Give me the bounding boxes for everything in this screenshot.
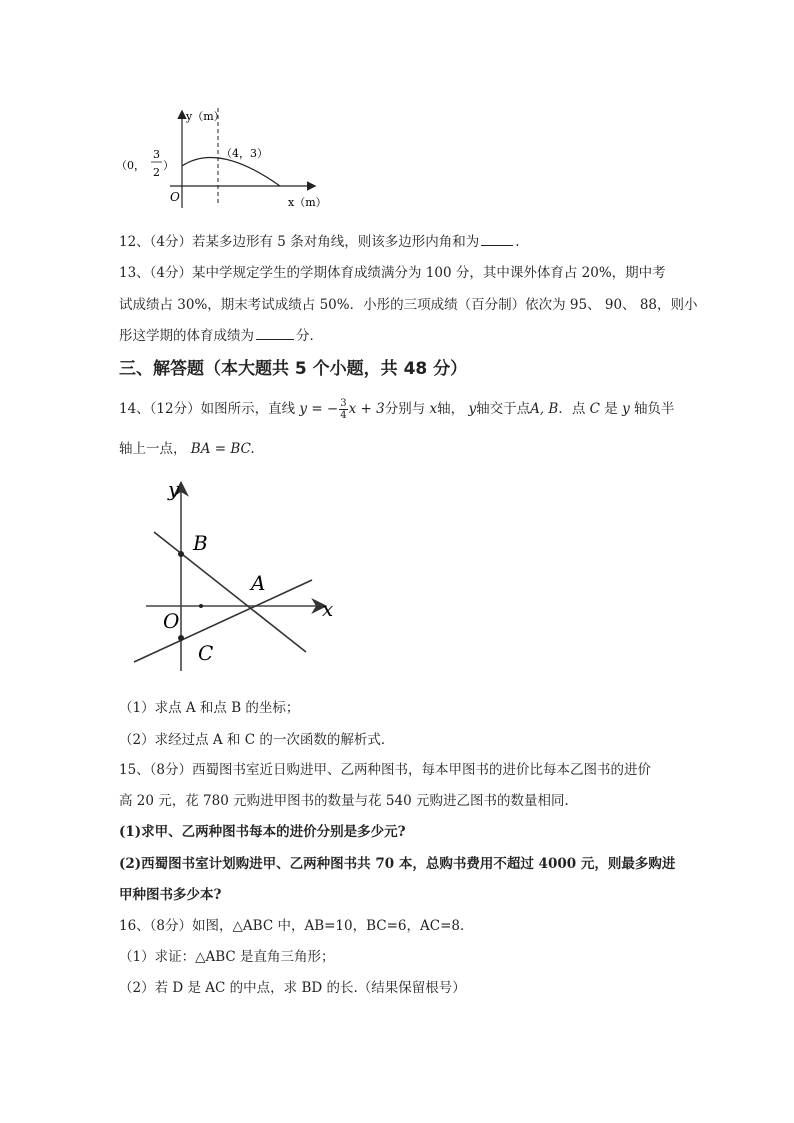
question-15-line-5: 甲种图书多少本? [119,887,222,903]
q14-eq-lhs: y = − [299,401,339,417]
point-b [178,551,184,557]
answer-blank [256,325,294,340]
question-13-line-3-pre: 彤这学期的体育成绩为 [119,328,254,344]
point-left-prefix: （0， [116,159,145,172]
question-15-line-2: 高 20 元，花 780 元购进甲图书的数量与花 540 元购进乙图书的数量相同. [119,793,569,809]
question-12 [119,230,520,250]
figure-lines [126,476,346,676]
question-13-line-1: 13、（4分）某中学规定学生的学期体育成绩满分为 100 分，其中课外体育占 20%，期中考 [119,265,666,281]
q14-points: A, B [530,401,559,417]
question-12-end: . [515,234,520,250]
question-12-text: 12、（4分）若某多边形有 5 条对角线，则该多边形内角和为 [119,234,480,250]
q14-mid3: 轴交于点 [476,401,531,417]
x-axis-label: x [322,597,334,621]
answer-blank [481,231,513,246]
question-14-sub-2: （2）求经过点 A 和 C 的一次函数的解析式． [119,732,395,748]
q14-mid: 分别与 [384,401,426,417]
point-vertex-label: （4，3） [221,147,268,160]
section-3-heading: 三、解答题（本大题共 5 个小题，共 48 分） [119,359,468,379]
q14-eq-rhs: x + 3 [348,401,385,417]
line-ab [154,532,306,652]
origin-label: O [170,190,180,204]
q14-eq-den: 4 [340,410,347,421]
question-13-line-3 [119,324,323,344]
q14-mid5: 是 [604,401,618,417]
q14-eq-fraction [339,398,347,421]
question-16-line-1: 16、（8分）如图，△ABC 中，AB=10，BC=6，AC=8． [119,918,474,934]
point-c [178,635,184,641]
point-b-label: B [193,531,208,555]
q14-line2-math: BA = BC. [190,441,255,457]
question-14-sub-1: （1）求点 A 和点 B 的坐标； [119,700,300,716]
y-axis-label: y [168,477,180,501]
q14-c-point: C [589,401,600,417]
point-c-label: C [198,641,214,665]
q14-y-axis-2: y [622,401,630,417]
question-14-line-1 [119,398,675,421]
question-16-line-3: （2）若 D 是 AC 的中点，求 BD 的长.（结果保留根号） [119,980,466,996]
q14-eq-num: 3 [340,398,347,409]
point-tick [199,604,203,608]
q14-y-axis: y [468,401,477,417]
origin-label: O [163,609,180,633]
y-axis-label: y（m） [186,110,225,123]
q14-line2-text: 轴上一点， [119,441,187,457]
question-15-line-3: (1)求甲、乙两种图书每本的进价分别是多少元? [119,824,406,840]
question-16-line-2: （1）求证：△ABC 是直角三角形； [119,949,335,965]
q14-end: 轴负半 [634,401,675,417]
q14-mid2: 轴， [437,401,465,417]
question-15-line-4: (2)西蜀图书室计划购进甲、乙两种图书共 70 本，总购书费用不超过 4000 元，则最多购进 [119,856,676,872]
q14-mid4: ．点 [558,401,586,417]
point-left-den: 2 [153,166,160,179]
question-14-line-2 [119,437,255,457]
x-axis-label: x（m） [288,196,327,209]
q14-prefix: 14、（12分）如图所示，直线 [119,401,296,417]
point-left-suffix: ） [163,159,174,172]
figure-parabola [110,100,340,215]
point-left-num: 3 [153,148,160,161]
point-a-label: A [251,571,266,595]
question-13-line-3-post: 分． [296,328,323,344]
question-13-line-2: 试成绩占 30%，期末考试成绩占 50%．小彤的三项成绩（百分制）依次为 95、 90、 88，则小 [119,297,698,313]
q14-x-axis: x [429,401,438,417]
line-ac [134,580,312,662]
question-15-line-1: 15、（8分）西蜀图书室近日购进甲、乙两种图书，每本甲图书的进价比每本乙图书的进价 [119,762,652,778]
parabola-curve [182,158,280,186]
